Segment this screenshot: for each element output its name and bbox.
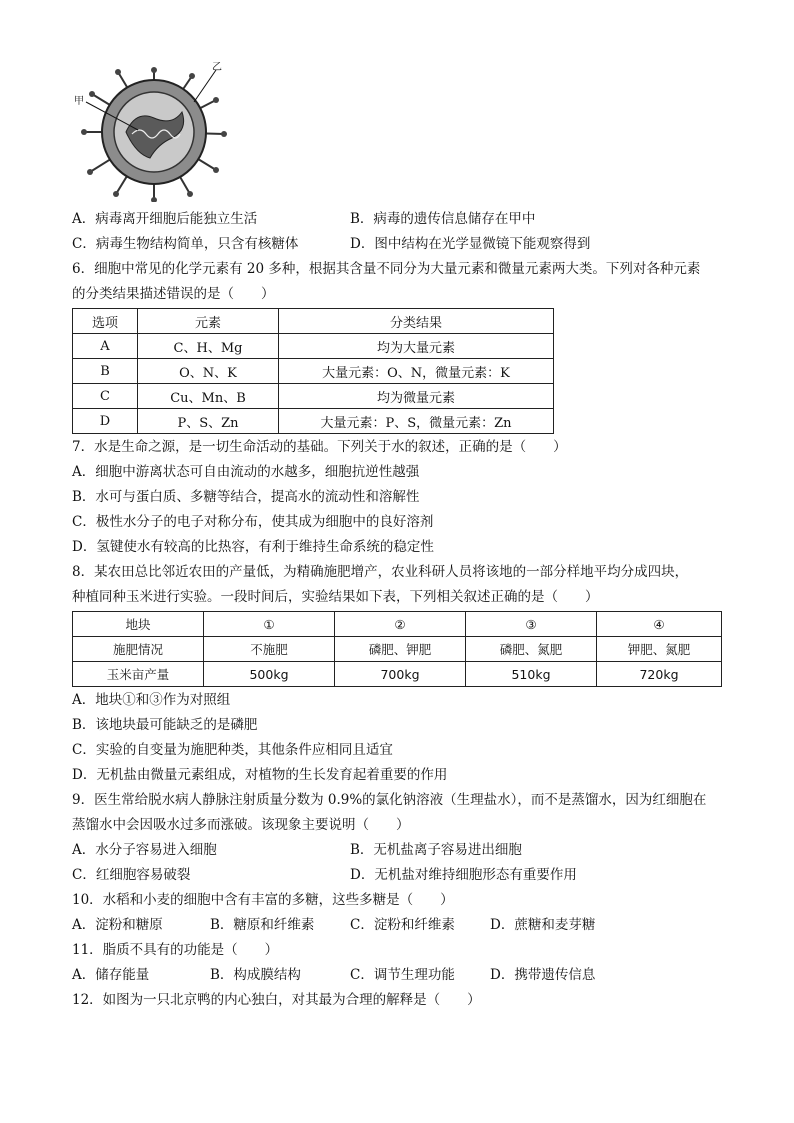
q11-stem: 11．脂质不具有的功能是（ ）: [72, 942, 279, 958]
q5-option-d: D．图中结构在光学显微镜下能观察得到: [350, 236, 591, 252]
q5-option-a: A．病毒离开细胞后能独立生活: [72, 211, 258, 227]
q6-stem-line1: 6．细胞中常见的化学元素有 20 多种，根据其含量不同分为大量元素和微量元素两大类。下列对各种元素: [72, 261, 701, 277]
table-header-cell: ③: [466, 612, 597, 637]
table-cell: 大量元素：P、S，微量元素：Zn: [279, 409, 554, 434]
table-header-cell: 分类结果: [279, 309, 554, 334]
q8-option-a: A．地块①和③作为对照组: [72, 692, 231, 708]
table-cell: C: [73, 384, 138, 409]
q9-stem-line2: 蒸馏水中会因吸水过多而涨破。该现象主要说明（ ）: [72, 817, 410, 833]
q5-option-b: B．病毒的遗传信息储存在甲中: [350, 211, 536, 227]
table-cell: B: [73, 359, 138, 384]
table-cell: 玉米亩产量: [73, 662, 204, 687]
q10-option-a: A．淀粉和糖原: [72, 917, 163, 933]
table-cell: 510kg: [466, 662, 597, 687]
q8-stem-line1: 8．某农田总比邻近农田的产量低，为精确施肥增产，农业科研人员将该地的一部分样地平均分成四块，: [72, 564, 689, 580]
label-yi-pointer: [194, 70, 216, 102]
table-row: [73, 637, 722, 662]
table-cell: O、N、K: [138, 359, 279, 384]
q9-option-b: B．无机盐离子容易进出细胞: [350, 842, 522, 858]
q6-stem-line2: 的分类结果描述错误的是（ ）: [72, 286, 275, 302]
label-jia: 甲: [74, 96, 84, 107]
q10-stem: 10．水稻和小麦的细胞中含有丰富的多糖，这些多糖是（ ）: [72, 892, 454, 908]
label-yi: 乙: [212, 62, 222, 73]
q8-option-c: C．实验的自变量为施肥种类，其他条件应相同且适宜: [72, 742, 393, 758]
table-cell: P、S、Zn: [138, 409, 279, 434]
q7-option-a: A．细胞中游离状态可自由流动的水越多，细胞抗逆性越强: [72, 464, 420, 480]
q10-option-b: B．糖原和纤维素: [210, 917, 315, 933]
table-cell: 磷肥、钾肥: [335, 637, 466, 662]
table-cell: 钾肥、氮肥: [597, 637, 722, 662]
q9-option-a: A．水分子容易进入细胞: [72, 842, 217, 858]
virus-structure-figure: [74, 62, 234, 202]
table-header-cell: ④: [597, 612, 722, 637]
table-header-cell: 元素: [138, 309, 279, 334]
table-row: [73, 409, 554, 434]
table-cell: 施肥情况: [73, 637, 204, 662]
table-cell: A: [73, 334, 138, 359]
table-cell: 均为微量元素: [279, 384, 554, 409]
table-cell: 大量元素：O、N，微量元素：K: [279, 359, 554, 384]
table-cell: 720kg: [597, 662, 722, 687]
table-header-cell: 选项: [73, 309, 138, 334]
q8-yield-table: [72, 611, 722, 687]
table-row: [73, 359, 554, 384]
table-row: [73, 334, 554, 359]
table-row: [73, 662, 722, 687]
q9-stem-line1: 9．医生常给脱水病人静脉注射质量分数为 0.9%的氯化钠溶液（生理盐水），而不是蒸馏水，因为红细胞在: [72, 792, 707, 808]
table-header-cell: 地块: [73, 612, 204, 637]
q8-option-d: D．无机盐由微量元素组成，对植物的生长发育起着重要的作用: [72, 767, 448, 783]
q7-stem: 7．水是生命之源，是一切生命活动的基础。下列关于水的叙述，正确的是（ ）: [72, 439, 567, 455]
table-cell: Cu、Mn、B: [138, 384, 279, 409]
q7-option-c: C．极性水分子的电子对称分布，使其成为细胞中的良好溶剂: [72, 514, 434, 530]
q11-option-b: B．构成膜结构: [210, 967, 301, 983]
q11-option-d: D．携带遗传信息: [490, 967, 596, 983]
table-row: [73, 384, 554, 409]
q11-option-a: A．储存能量: [72, 967, 150, 983]
q7-option-b: B．水可与蛋白质、多糖等结合，提高水的流动性和溶解性: [72, 489, 420, 505]
table-cell: 磷肥、氮肥: [466, 637, 597, 662]
table-cell: D: [73, 409, 138, 434]
q10-option-c: C．淀粉和纤维素: [350, 917, 455, 933]
q8-option-b: B．该地块最可能缺乏的是磷肥: [72, 717, 258, 733]
q9-option-d: D．无机盐对维持细胞形态有重要作用: [350, 867, 577, 883]
table-cell: 700kg: [335, 662, 466, 687]
table-cell: 均为大量元素: [279, 334, 554, 359]
q10-option-d: D．蔗糖和麦芽糖: [490, 917, 596, 933]
table-cell: 不施肥: [204, 637, 335, 662]
q9-option-c: C．红细胞容易破裂: [72, 867, 191, 883]
table-cell: C、H、Mg: [138, 334, 279, 359]
table-header-cell: ②: [335, 612, 466, 637]
q11-option-c: C．调节生理功能: [350, 967, 455, 983]
table-header-row: [73, 309, 554, 334]
table-header-cell: ①: [204, 612, 335, 637]
q5-option-c: C．病毒生物结构简单，只含有核糖体: [72, 236, 299, 252]
q7-option-d: D．氢键使水有较高的比热容，有利于维持生命系统的稳定性: [72, 539, 434, 555]
q8-stem-line2: 种植同种玉米进行实验。一段时间后，实验结果如下表，下列相关叙述正确的是（ ）: [72, 589, 599, 605]
table-cell: 500kg: [204, 662, 335, 687]
table-header-row: [73, 612, 722, 637]
q12-stem: 12．如图为一只北京鸭的内心独白，对其最为合理的解释是（ ）: [72, 992, 481, 1008]
q6-element-table: [72, 308, 554, 434]
